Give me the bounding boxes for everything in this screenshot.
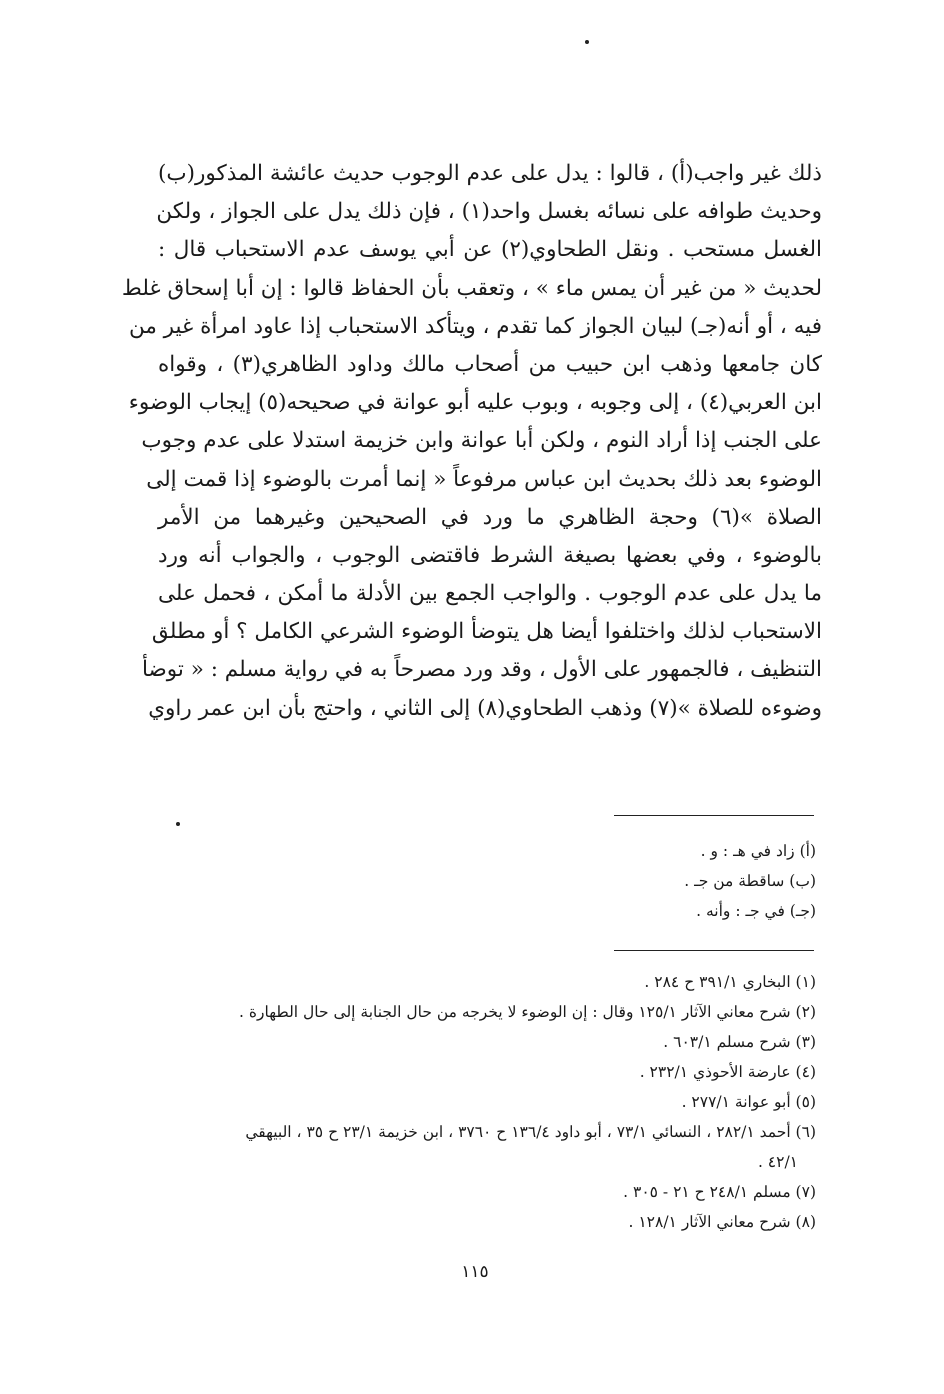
ink-speck-margin xyxy=(176,822,180,826)
footnote: (٤) عارضة الأحوذي ٢٣٢/١ . xyxy=(639,1063,816,1081)
body-line: الاستحباب لذلك واختلفوا أيضا هل يتوضأ الوضوء الشرعي الكامل ؟ أو مطلق xyxy=(151,619,822,645)
footnote-divider-references xyxy=(614,950,814,951)
body-line: وضوءه للصلاة »(٧) وذهب الطحاوي(٨) إلى الثاني ، واحتج بأن ابن عمر راوي xyxy=(148,695,822,721)
body-line: ابن العربي(٤) ، إلى وجوبه ، وبوب عليه أبو عوانة في صحيحه(٥) إيجاب الوضوء xyxy=(128,390,822,416)
footnote: (٦) أحمد ٢٨٢/١ ، النسائي ٧٣/١ ، أبو داود ١٣٦/٤ ح ٣٧٦٠ ، ابن خزيمة ٢٣/١ ح ٣٥ ، البيهقي xyxy=(245,1123,816,1141)
variant-notes xyxy=(136,836,816,926)
page-number: ١١٥ xyxy=(461,1262,489,1282)
footnote: (١) البخاري ٣٩١/١ ح ٢٨٤ . xyxy=(644,973,816,991)
footnote-continuation: ٤٢/١ . xyxy=(757,1153,798,1171)
body-line: ذلك غير واجب(أ) ، قالوا : يدل على عدم الوجوب حديث عائشة المذكور(ب) xyxy=(158,161,822,186)
body-line: لحديث « من غير أن يمس ماء » ، وتعقب بأن الحفاظ قالوا : إن أبا إسحاق غلط xyxy=(121,275,822,301)
body-line: الصلاة »(٦) وحجة الظاهري ما ورد في الصحيحين وغيرهما من الأمر xyxy=(158,504,822,530)
body-line: فيه ، أو أنه(جـ) لبيان الجواز كما تقدم ، ويتأكد الاستحباب إذا عاود امرأة غير من xyxy=(128,313,822,339)
footnote: (٥) أبو عوانة ٢٧٧/١ . xyxy=(681,1093,816,1111)
body-line: ما يدل على عدم الوجوب . والواجب الجمع بين الأدلة ما أمكن ، فحمل على xyxy=(158,581,822,607)
variant-note: (أ) زاد في هـ : و . xyxy=(700,842,816,860)
variant-note: (جـ) في جـ : وأنه . xyxy=(696,902,816,920)
body-line: بالوضوء ، وفي بعضها بصيغة الشرط فاقتضى الوجوب ، والجواب أنه ورد xyxy=(158,542,822,568)
footnote: (٢) شرح معاني الآثار ١٢٥/١ وقال : إن الوضوء لا يخرجه من حال الجنابة إلى حال الطهارة . xyxy=(239,1003,816,1021)
body-line: كان جامعها وذهب ابن حبيب من أصحاب مالك وداود الظاهري(٣) ، وقواه xyxy=(158,351,822,377)
body-line: وحديث طوافه على نسائه بغسل واحد(١) ، فإن ذلك يدل على الجواز ، ولكن xyxy=(156,199,822,225)
footnote-divider-variants xyxy=(614,815,814,816)
body-line: الوضوء بعد ذلك بحديث ابن عباس مرفوعاً « إنما أمرت بالوضوء إذا قمت إلى xyxy=(146,466,822,492)
body-line: التنظيف ، فالجمهور على الأول ، وقد ورد مصرحاً به في رواية مسلم : « توضأ xyxy=(142,657,822,683)
reference-footnotes xyxy=(136,967,816,1237)
footnote: (٨) شرح معاني الآثار ١٢٨/١ . xyxy=(628,1213,816,1231)
variant-note: (ب) ساقطة من جـ . xyxy=(684,872,816,890)
ink-speck-top xyxy=(585,40,589,44)
body-line: على الجنب إذا أراد النوم ، ولكن أبا عوانة وابن خزيمة استدلا على عدم وجوب xyxy=(141,428,822,454)
main-body-text xyxy=(121,155,822,728)
footnote: (٧) مسلم ٢٤٨/١ ح ٢١ - ٣٠٥ . xyxy=(623,1183,816,1201)
footnote: (٣) شرح مسلم ٦٠٣/١ . xyxy=(663,1033,816,1051)
body-line: الغسل مستحب . ونقل الطحاوي(٢) عن أبي يوسف عدم الاستحباب قال : xyxy=(158,237,822,263)
